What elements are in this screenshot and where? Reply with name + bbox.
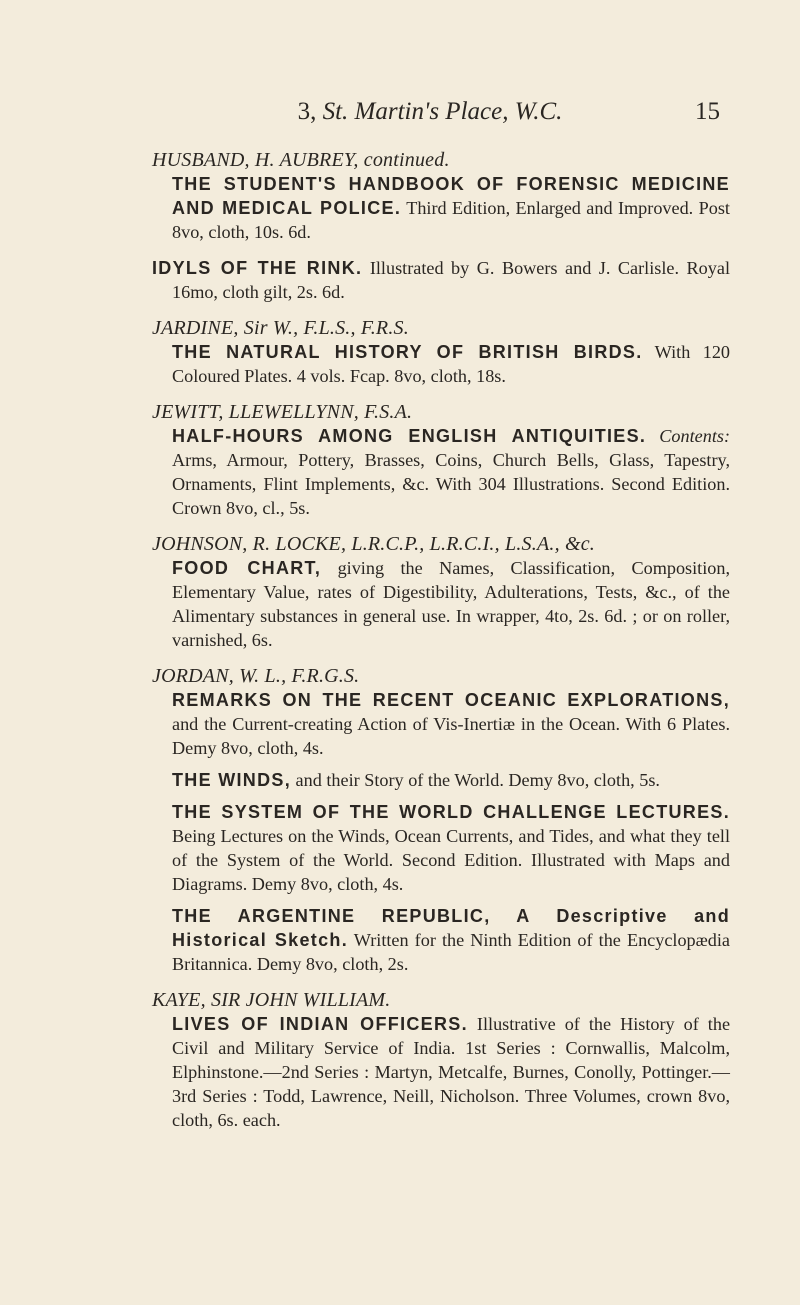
entry-text xyxy=(172,172,730,244)
running-title-prefix: 3, xyxy=(297,98,323,125)
entry-author: HUSBAND, H. AUBREY, continued. xyxy=(152,149,450,171)
catalogue-entry xyxy=(152,988,730,1132)
entry-author: JOHNSON, R. LOCKE, L.R.C.P., L.R.C.I., L.S.A., &c. xyxy=(152,533,595,555)
entry-text xyxy=(172,340,730,388)
running-head xyxy=(140,98,720,138)
entry-description: and their Story of the World. Demy 8vo, cloth, 5s. xyxy=(295,770,660,790)
entry-title: THE ARGENTINE REPUBLIC, A Descriptive and Historical Sketch. xyxy=(172,906,730,950)
catalogue-entry xyxy=(152,316,730,388)
entry-description: Written for the Ninth Edition of the Encyclopædia Britannica. Demy 8vo, cloth, 2s. xyxy=(172,930,730,974)
page-number: 15 xyxy=(695,98,720,125)
entry-description: giving the Names, Classification, Composition, Elementary Value, rates of Digestibility, Adulterations, Tests, &c., of the Alimentary substances in general use. In wrapper, 4to, 2s. 6d. ; or on roller, varnished, 6s. xyxy=(172,558,731,650)
catalogue-entry xyxy=(152,400,730,520)
entry-description: Illustrated by G. Bowers and J. Carlisle. Royal 16mo, cloth gilt, 2s. 6d. xyxy=(172,258,730,302)
entry-title: LIVES OF INDIAN OFFICERS. xyxy=(172,1014,468,1034)
entry-title: THE SYSTEM OF THE WORLD CHALLENGE LECTURES. xyxy=(172,802,730,822)
entry-contents-label: Contents: xyxy=(659,426,731,446)
entry-author: JARDINE, Sir W., F.L.S., F.R.S. xyxy=(152,317,409,339)
entry-text xyxy=(172,800,730,896)
entry-title: FOOD CHART, xyxy=(172,558,322,578)
entry-text xyxy=(172,904,730,976)
entry-author: JEWITT, LLEWELLYNN, F.S.A. xyxy=(152,401,413,423)
entry-title: THE STUDENT'S HANDBOOK OF FORENSIC MEDICINE AND MEDICAL POLICE. xyxy=(172,174,730,218)
catalogue-entry xyxy=(152,532,730,652)
catalogue-entry xyxy=(152,148,730,244)
catalogue-entries xyxy=(152,148,730,1144)
entry-description: Illustrative of the History of the Civil and Military Service of India. 1st Series : Cornwallis, Malcolm, Elphinstone.—2nd Series : Martyn, Metcalfe, Burnes, Conolly, Pottinger.—3rd Series : Todd, Lawrence, Neill, Nicholson. Three Volumes, crown 8vo, cloth, 6s. each. xyxy=(172,1014,731,1130)
running-title-address: St. Martin's Place, W.C. xyxy=(322,98,563,125)
entry-title: IDYLS OF THE RINK. xyxy=(152,258,363,278)
entry-author: JORDAN, W. L., F.R.G.S. xyxy=(152,665,360,687)
entry-title: REMARKS ON THE RECENT OCEANIC EXPLORATIONS, xyxy=(172,690,730,710)
entry-description: With 120 Coloured Plates. 4 vols. Fcap. 8vo, cloth, 18s. xyxy=(172,342,731,386)
entry-text xyxy=(172,424,730,520)
entry-author: KAYE, SIR JOHN WILLIAM. xyxy=(152,989,391,1011)
entry-text xyxy=(172,768,730,792)
entry-description: and the Current-creating Action of Vis-Inertiæ in the Ocean. With 6 Plates. Demy 8vo, cloth, 4s. xyxy=(172,714,730,758)
entry-description: Being Lectures on the Winds, Ocean Currents, and Tides, and what they tell of the System of the World. Second Edition. Illustrated with Maps and Diagrams. Demy 8vo, cloth, 4s. xyxy=(172,826,730,894)
entry-text xyxy=(152,256,730,304)
entry-title: THE WINDS, xyxy=(172,770,291,790)
running-title xyxy=(140,98,720,126)
entry-description: Third Edition, Enlarged and Improved. Post 8vo, cloth, 10s. 6d. xyxy=(172,198,730,242)
entry-title: THE NATURAL HISTORY OF BRITISH BIRDS. xyxy=(172,342,643,362)
entry-text xyxy=(172,1012,730,1132)
catalogue-entry xyxy=(152,664,730,976)
catalogue-entry xyxy=(152,256,730,304)
entry-text xyxy=(172,688,730,760)
entry-title: HALF-HOURS AMONG ENGLISH ANTIQUITIES. xyxy=(172,426,647,446)
entry-text xyxy=(172,556,730,652)
entry-description: Arms, Armour, Pottery, Brasses, Coins, Church Bells, Glass, Tapestry, Ornaments, Flint Implements, &c. With 304 Illustrations. Second Edition. Crown 8vo, cl., 5s. xyxy=(172,450,730,518)
